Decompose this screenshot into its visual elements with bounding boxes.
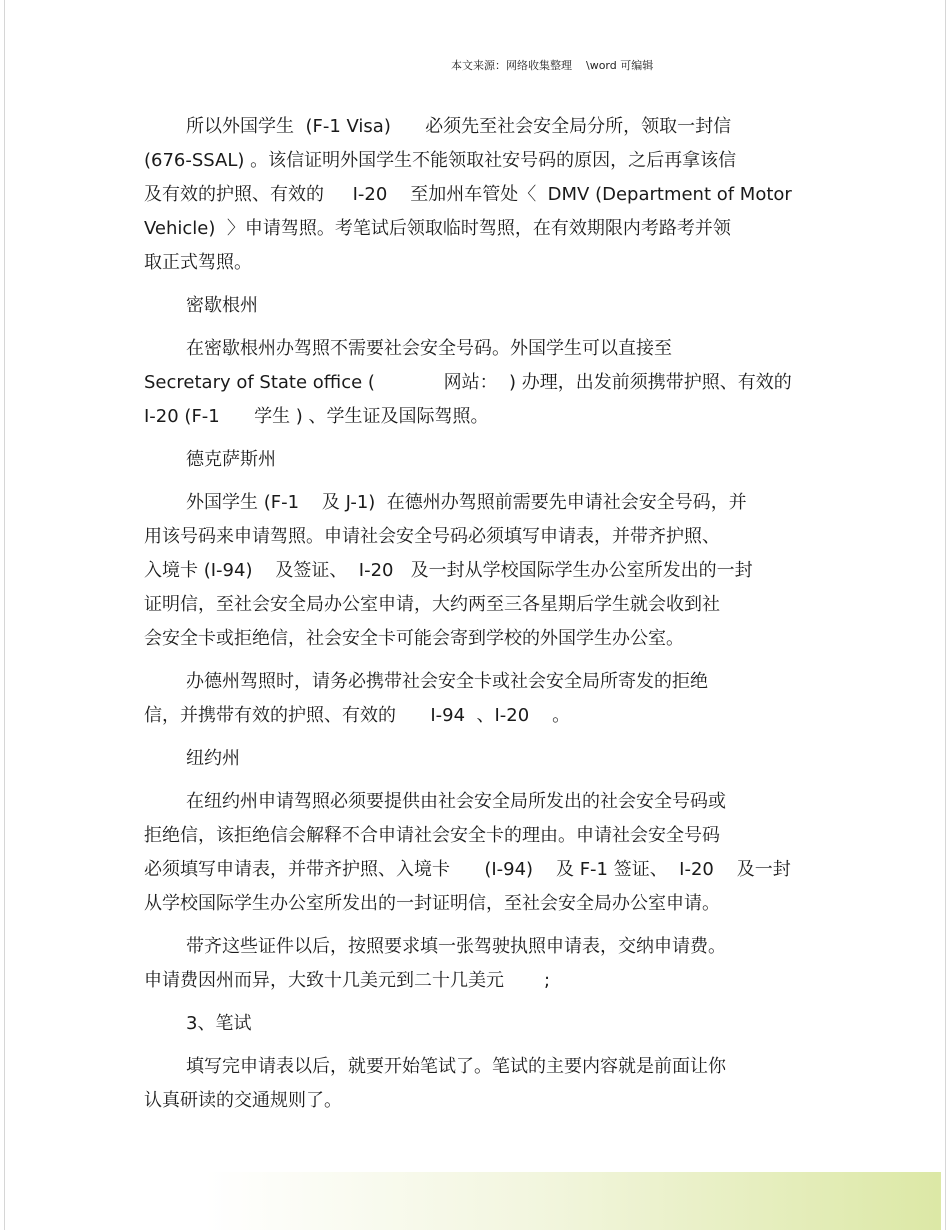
paragraph-written-test	[144, 1050, 804, 1118]
paragraph-california	[144, 110, 804, 280]
section-heading-texas: 德克萨斯州	[186, 449, 276, 470]
text-line: Secretary of State office ( 网站： ) 办理，出发前须携带护照、有效的	[144, 372, 792, 393]
section-heading-written-test: 3、笔试	[186, 1013, 252, 1034]
document-page	[4, 0, 946, 1230]
text-line: 从学校国际学生办公室所发出的一封证明信，至社会安全局办公室申请。	[144, 893, 720, 914]
paragraph-new-york-1	[144, 785, 804, 921]
text-line: 会安全卡或拒绝信，社会安全卡可能会寄到学校的外国学生办公室。	[144, 628, 684, 649]
text-line: 取正式驾照。	[144, 252, 252, 273]
text-line: Vehicle) 〉申请驾照。考笔试后领取临时驾照，在有效期限内考路考并领	[144, 218, 731, 239]
text-line: 入境卡 (I-94) 及签证、 I-20 及一封从学校国际学生办公室所发出的一封	[144, 560, 753, 581]
text-line: (676-SSAL) 。该信证明外国学生不能领取社安号码的原因，之后再拿该信	[144, 150, 737, 171]
decorative-footer-band	[205, 1172, 941, 1230]
text-line: 办德州驾照时，请务必携带社会安全卡或社会安全局所寄发的拒绝	[186, 671, 708, 692]
paragraph-texas-2	[144, 665, 804, 733]
paragraph-texas-1	[144, 486, 804, 656]
document-body	[144, 110, 804, 1127]
text-line: 拒绝信，该拒绝信会解释不合申请社会安全卡的理由。申请社会安全号码	[144, 825, 720, 846]
text-line: 所以外国学生 (F-1 Visa) 必须先至社会安全局分所，领取一封信	[186, 116, 732, 137]
paragraph-michigan	[144, 332, 804, 434]
text-line: 证明信，至社会安全局办公室申请，大约两至三各星期后学生就会收到社	[144, 594, 720, 615]
section-heading-michigan: 密歇根州	[186, 295, 258, 316]
text-line: 外国学生 (F-1 及 J-1) 在德州办驾照前需要先申请社会安全号码，并	[186, 492, 747, 513]
text-line: 在纽约州申请驾照必须要提供由社会安全局所发出的社会安全号码或	[186, 791, 726, 812]
page-header-source: 本文来源：网络收集整理 \word 可编辑	[451, 59, 654, 72]
text-line: 用该号码来申请驾照。申请社会安全号码必须填写申请表，并带齐护照、	[144, 526, 720, 547]
text-line: 认真研读的交通规则了。	[144, 1090, 342, 1111]
text-line: 带齐这些证件以后，按照要求填一张驾驶执照申请表，交纳申请费。	[186, 936, 726, 957]
section-heading-new-york: 纽约州	[186, 748, 240, 769]
text-line: 申请费因州而异，大致十几美元到二十几美元 ;	[144, 970, 551, 991]
text-line: 信，并携带有效的护照、有效的 I-94 、I-20 。	[144, 705, 571, 726]
text-line: I-20 (F-1 学生 ) 、学生证及国际驾照。	[144, 406, 489, 427]
text-line: 填写完申请表以后，就要开始笔试了。笔试的主要内容就是前面让你	[186, 1056, 726, 1077]
paragraph-new-york-2	[144, 930, 804, 998]
text-line: 必须填写申请表，并带齐护照、入境卡 (I-94) 及 F-1 签证、 I-20 及一封	[144, 859, 791, 880]
text-line: 在密歇根州办驾照不需要社会安全号码。外国学生可以直接至	[186, 338, 672, 359]
text-line: 及有效的护照、有效的 I-20 至加州车管处〈 DMV (Department of Motor	[144, 184, 792, 205]
